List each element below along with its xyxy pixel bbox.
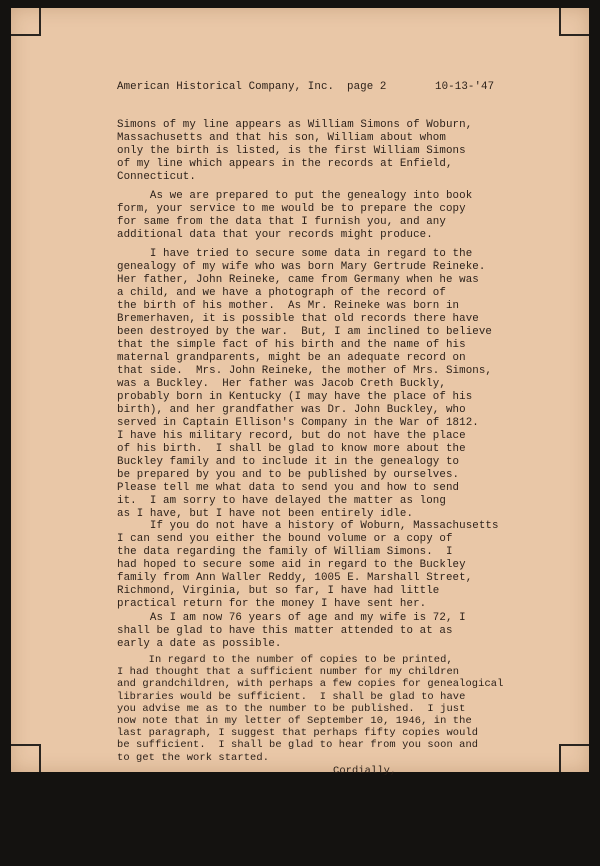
body-line: now note that in my letter of September 10, 1946, in the	[117, 715, 472, 727]
body-line: a child, and we have a photograph of the record of	[117, 287, 446, 299]
body-line: only the birth is listed, is the first William Simons	[117, 145, 466, 157]
closing: Cordially,	[333, 764, 397, 777]
header-date: 10-13-'47	[435, 81, 495, 93]
body-line: birth), and her grandfather was Dr. John Buckley, who	[117, 404, 466, 416]
letter-page	[11, 8, 589, 777]
body-line: Massachusetts and that his son, William about whom	[117, 132, 446, 144]
letter-text	[11, 8, 504, 866]
body-line: that the simple fact of his birth and the name of his	[117, 339, 466, 351]
body-line: be prepared by you and to be published by ourselves.	[117, 469, 460, 481]
body-line: Her father, John Reineke, came from Germany when he was	[117, 274, 479, 286]
body-line: form, your service to me would be to prepare the copy	[117, 203, 466, 215]
body-line: was a Buckley. Her father was Jacob Creth Buckly,	[117, 378, 446, 390]
body-line: As I am now 76 years of age and my wife is 72, I	[117, 612, 466, 624]
body-line: early a date as possible.	[117, 638, 282, 650]
body-line: I have his military record, but do not have the place	[117, 430, 466, 442]
body-line: I can send you either the bound volume or a copy of	[117, 533, 453, 545]
corner-mark-top-right	[559, 8, 589, 36]
body-line: the birth of his mother. As Mr. Reineke was born in	[117, 300, 460, 312]
body-line: been destroyed by the war. But, I am inclined to believe	[117, 326, 493, 338]
body-line: If you do not have a history of Woburn, Massachusetts	[117, 520, 499, 532]
body-line: and grandchildren, with perhaps a few copies for genealogical	[117, 678, 504, 691]
header-page: page 2	[347, 81, 387, 93]
body-line: shall be glad to have this matter attended to at as	[117, 625, 453, 637]
body-line: to get the work started.	[117, 751, 270, 764]
body-line: additional data that your records might produce.	[117, 229, 433, 241]
body-line: maternal grandparents, might be an adequate record on	[117, 352, 466, 364]
body-line: of his birth. I shall be glad to know more about the	[117, 443, 466, 455]
body-line: that side. Mrs. John Reineke, the mother of Mrs. Simons,	[117, 365, 493, 377]
body-line: probably born in Kentucky (I may have the place of his	[117, 391, 473, 403]
body-line: genealogy of my wife who was born Mary Gertrude Reineke.	[117, 261, 486, 273]
body-line: it. I am sorry to have delayed the matter as long	[117, 495, 446, 507]
body-line: family from Ann Waller Reddy, 1005 E. Marshall Street,	[117, 572, 473, 584]
letter-text-tail	[11, 8, 24, 34]
body-line: for same from the data that I furnish you, and any	[117, 216, 446, 228]
body-line: libraries would be sufficient. I shall be glad to have	[117, 690, 466, 703]
body-line: had hoped to secure some aid in regard to the Buckley	[117, 559, 466, 571]
body-line: Connecticut.	[117, 171, 196, 183]
body-line: as I have, but I have not been entirely idle.	[117, 508, 414, 520]
body-line: Richmond, Virginia, but so far, I have had little	[117, 585, 440, 597]
body-line: the data regarding the family of William Simons. I	[117, 546, 453, 558]
body-line: of my line which appears in the records at Enfield,	[117, 158, 453, 170]
body-line: you advise me as to the number to be published. I just	[117, 702, 466, 715]
body-line: practical return for the money I have sent her.	[117, 598, 427, 610]
header-company: American Historical Company, Inc.	[117, 81, 335, 93]
body-line: Bremerhaven, it is possible that old records there have	[117, 313, 479, 325]
body-line: I have tried to secure some data in regard to the	[117, 248, 473, 260]
body-line: last paragraph, I suggest that perhaps fifty copies would	[117, 727, 479, 740]
body-line: Simons of my line appears as William Simons of Woburn,	[117, 119, 473, 131]
body-line: be sufficient. I shall be glad to hear from you soon and	[117, 739, 479, 752]
body-line: As we are prepared to put the genealogy into book	[117, 190, 473, 202]
body-line: Please tell me what data to send you and how to send	[117, 482, 460, 494]
body-line: In regard to the number of copies to be printed,	[117, 654, 453, 666]
body-line: served in Captain Ellison's Company in the War of 1812.	[117, 417, 479, 429]
body-line: Buckley family and to include it in the genealogy to	[117, 456, 460, 468]
corner-mark-bottom-right	[559, 744, 589, 772]
body-line: I had thought that a sufficient number for my children	[117, 666, 460, 679]
